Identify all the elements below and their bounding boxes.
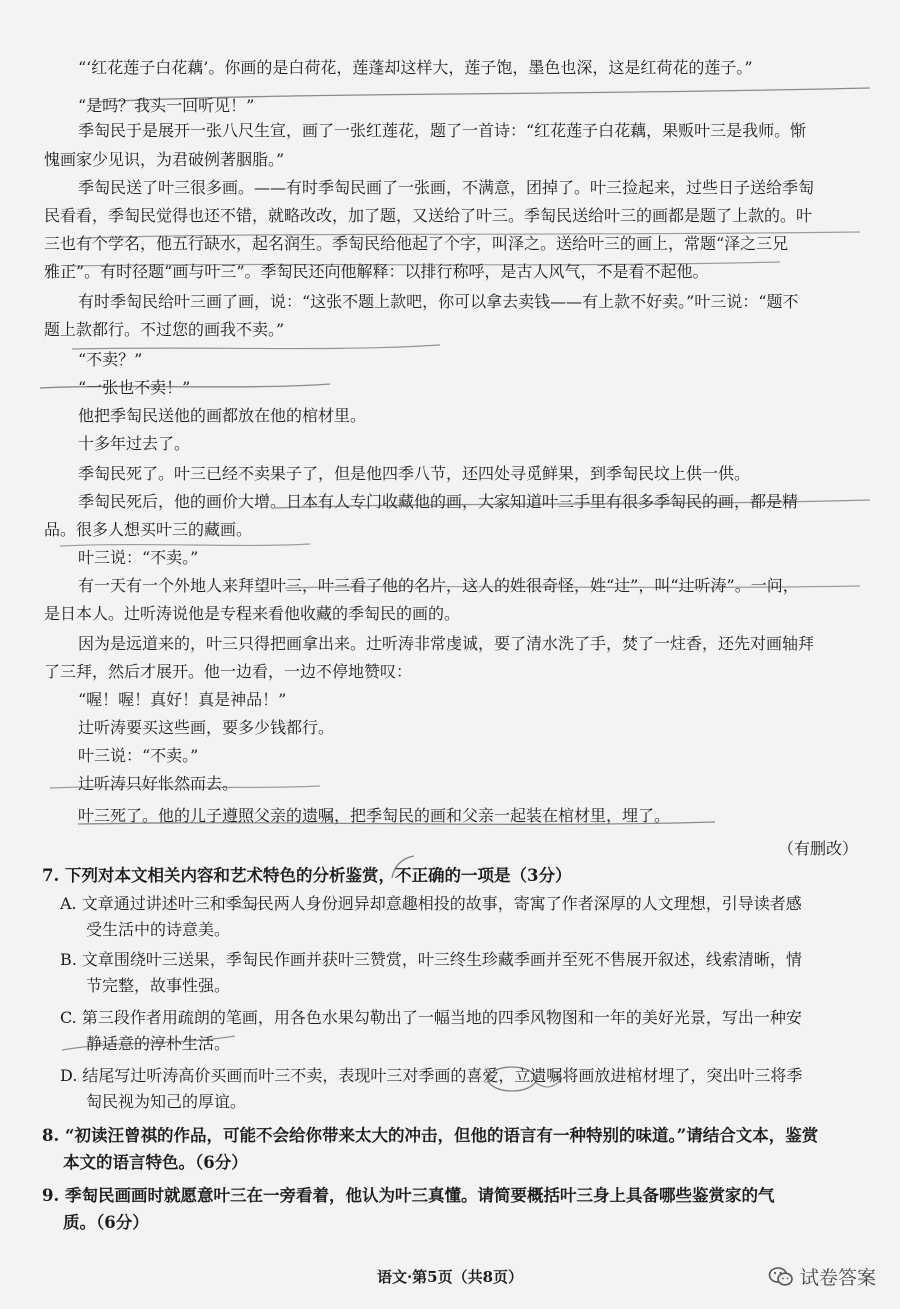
story-line: 三也有个学名，他五行缺水，起名润生。季匋民给他起了个字，叫泽之。送给叶三的画上，常题“泽之三兄 xyxy=(44,234,789,253)
option-d-line2: 匋民视为知己的厚谊。 xyxy=(86,1092,247,1111)
story-line: 有时季匋民给叶三画了画，说：“这张不题上款吧，你可以拿去卖钱——有上款不好卖。”叶三说：“题不 xyxy=(78,292,799,311)
story-line: 辻听涛只好怅然而去。 xyxy=(78,774,239,793)
story-line: 品。很多人想买叶三的藏画。 xyxy=(44,520,253,539)
story-line: 叶三说：“不卖。” xyxy=(78,548,199,567)
question-9-line1: 9. 季匋民画画时就愿意叶三在一旁看着，他认为叶三真懂。请简要概括叶三身上具备哪些鉴赏家的气 xyxy=(42,1186,775,1205)
story-line: 季匋民死后，他的画价大增。日本有人专门收藏他的画，大家知道叶三手里有很多季匋民的画，都是精 xyxy=(78,492,799,511)
story-line: 有一天有一个外地人来拜望叶三，叶三看了他的名片，这人的姓很奇怪，姓“辻”，叫“辻听涛”。一问， xyxy=(78,576,799,595)
story-line: 是日本人。辻听涛说他是专程来看他收藏的季匋民的画的。 xyxy=(44,604,461,623)
watermark-text: 试卷答案 xyxy=(799,1267,876,1289)
story-line: “不卖？” xyxy=(78,350,143,369)
question-9-line2: 质。（6分） xyxy=(63,1213,149,1232)
option-a-line1: A. 文章通过讲述叶三和季匋民两人身份迥异却意趣相投的故事，寄寓了作者深厚的人文理想，引导读者感 xyxy=(60,894,802,913)
question-8-line2: 本文的语言特色。（6分） xyxy=(63,1153,248,1172)
story-line: 季匋民死了。叶三已经不卖果子了，但是他四季八节，还四处寻觅鲜果，到季匋民坟上供一供。 xyxy=(78,464,751,483)
page-footer: 语文·第5页（共8页） xyxy=(376,1268,524,1286)
watermark xyxy=(768,1263,876,1290)
story-line: “‘红花莲子白花藕’。你画的是白荷花，莲蓬却这样大，莲子饱，墨色也深，这是红荷花的莲子。” xyxy=(78,58,753,77)
wechat-icon xyxy=(768,1266,794,1288)
story-line: 季匋民于是展开一张八尺生宣，画了一张红莲花，题了一首诗：“红花莲子白花藕，果贩叶三是我师。惭 xyxy=(78,121,807,140)
option-d-line1: D. 结尾写辻听涛高价买画而叶三不卖，表现叶三对季画的喜爱，立遗嘱将画放进棺材埋了，突出叶三将季 xyxy=(60,1066,803,1085)
story-line: 辻听涛要买这些画，要多少钱都行。 xyxy=(78,718,335,737)
story-line: 叶三说：“不卖。” xyxy=(78,746,199,765)
story-line: 他把季匋民送他的画都放在他的棺材里。 xyxy=(78,406,367,425)
story-line: 十多年过去了。 xyxy=(78,434,191,453)
story-line: 雅正”。有时径题“画与叶三”。季匋民还向他解释：以排行称呼，是古人风气，不是看不起他。 xyxy=(44,262,709,281)
option-c-line1: C. 第三段作者用疏朗的笔画，用各色水果勾勒出了一幅当地的四季风物图和一年的美好光景，写出一种安 xyxy=(60,1008,802,1027)
story-line: 民看看，季匋民觉得也还不错，就略改改，加了题，又送给了叶三。季匋民送给叶三的画都是题了上款的。叶 xyxy=(44,206,813,225)
story-line: 叶三死了。他的儿子遵照父亲的遗嘱，把季匋民的画和父亲一起装在棺材里，埋了。 xyxy=(78,806,671,825)
question-7-stem: 7. 下列对本文相关内容和艺术特色的分析鉴赏，不正确的一项是（3分） xyxy=(42,866,572,885)
story-line: “一张也不卖！” xyxy=(78,378,191,397)
option-a-line2: 受生活中的诗意美。 xyxy=(86,920,231,939)
story-line: “喔！喔！真好！真是神品！” xyxy=(78,690,287,709)
option-c-line2: 静适意的淳朴生活。 xyxy=(86,1034,231,1053)
story-line: 愧画家少见识，为君破例著胭脂。” xyxy=(44,150,285,169)
question-8-line1: 8. “初读汪曾祺的作品，可能不会给你带来太大的冲击，但他的语言有一种特别的味道。”请结合文本，鉴赏 xyxy=(42,1126,819,1145)
source-note: （有删改） xyxy=(777,839,858,858)
option-b-line2: 节完整，故事性强。 xyxy=(86,976,231,995)
story-line: 季匋民送了叶三很多画。——有时季匋民画了一张画，不满意，团掉了。叶三捡起来，过些日子送给季匋 xyxy=(78,178,815,197)
option-b-line1: B. 文章围绕叶三送果，季匋民作画并获叶三赞赏，叶三终生珍藏季画并至死不售展开叙述，线索清晰，情 xyxy=(60,950,802,969)
story-line: “是吗？我头一回听见！” xyxy=(78,96,255,115)
story-line: 了三拜，然后才展开。他一边看，一边不停地赞叹： xyxy=(44,662,413,681)
story-line: 因为是远道来的，叶三只得把画拿出来。辻听涛非常虔诚，要了清水洗了手，焚了一炷香，还先对画轴拜 xyxy=(78,634,815,653)
story-line: 题上款都行。不过您的画我不卖。” xyxy=(44,320,285,339)
